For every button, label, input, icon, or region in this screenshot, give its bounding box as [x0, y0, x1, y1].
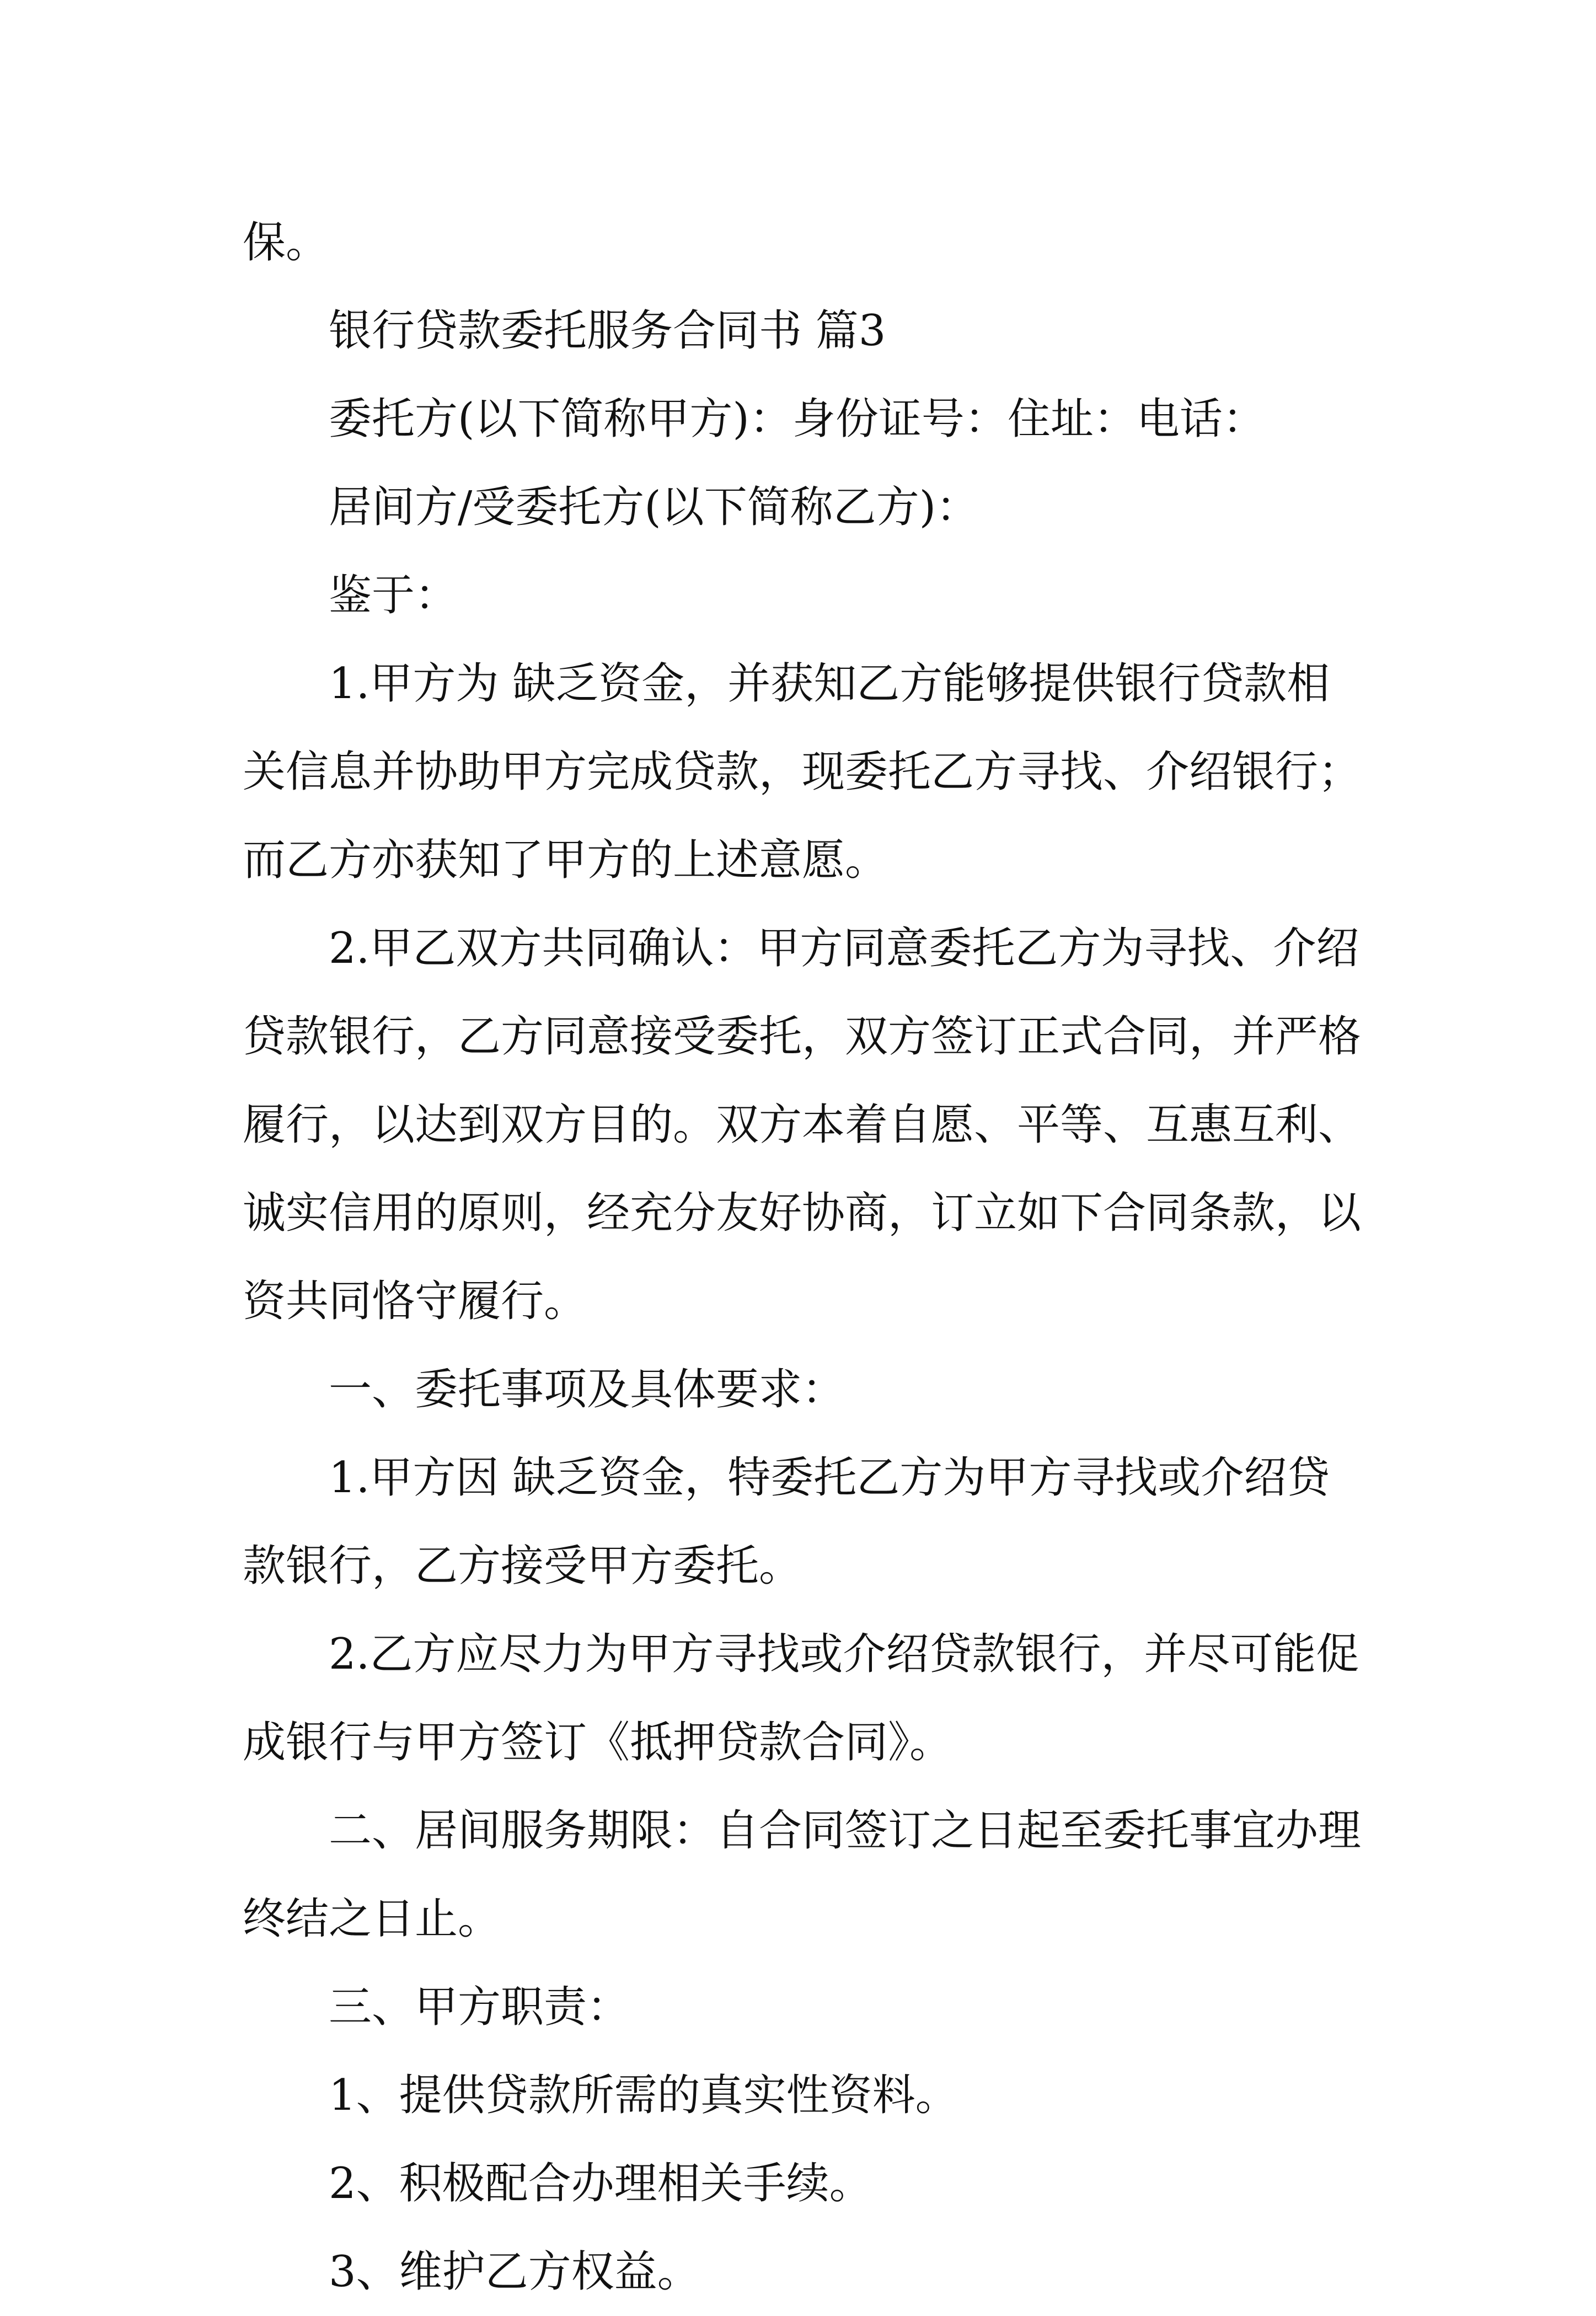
- whereas-heading: 鉴于：: [329, 571, 458, 620]
- text-line: 1.甲方为 缺乏资金，并获知乙方能够提供银行贷款相: [329, 659, 1330, 709]
- text-line: 而乙方亦获知了甲方的上述意愿。: [243, 835, 888, 885]
- party-a-line: 委托方(以下简称甲方)：身份证号：住址：电话：: [329, 394, 1266, 444]
- list-item: 3、维护乙方权益。: [329, 2247, 700, 2297]
- document-page: [243, 199, 1368, 2316]
- text-line: 款银行，乙方接受甲方委托。: [243, 1541, 802, 1591]
- text-line: 履行，以达到双方目的。双方本着自愿、平等、互惠互利、: [243, 1100, 1362, 1150]
- text-line: 2.甲乙双方共同确认：甲方同意委托乙方为寻找、介绍: [329, 924, 1359, 973]
- clause-heading: 三、甲方职责：: [329, 1982, 630, 2032]
- list-item: 2、积极配合办理相关手续。: [329, 2159, 872, 2208]
- party-b-line: 居间方/受委托方(以下简称乙方)：: [329, 482, 979, 532]
- text-line: 成银行与甲方签订《抵押贷款合同》。: [243, 1718, 953, 1767]
- section-title: 银行贷款委托服务合同书 篇3: [329, 306, 886, 356]
- text-line: 2.乙方应尽力为甲方寻找或介绍贷款银行，并尽可能促: [329, 1629, 1359, 1679]
- text-line: 诚实信用的原则，经充分友好协商，订立如下合同条款，以: [243, 1188, 1362, 1238]
- text-line: 终结之日止。: [243, 1894, 501, 1944]
- text-line: 1.甲方因 缺乏资金，特委托乙方为甲方寻找或介绍贷: [329, 1453, 1330, 1503]
- text-line: 关信息并协助甲方完成贷款，现委托乙方寻找、介绍银行；: [243, 747, 1362, 797]
- list-item: 1、提供贷款所需的真实性资料。: [329, 2071, 958, 2120]
- text-line: 贷款银行，乙方同意接受委托，双方签订正式合同，并严格: [243, 1012, 1362, 1062]
- clause-heading: 一、委托事项及具体要求：: [329, 1365, 845, 1414]
- text-line: 资共同恪守履行。: [243, 1277, 587, 1326]
- text-line: 保。: [243, 218, 329, 267]
- clause-heading: 二、居间服务期限：自合同签订之日起至委托事宜办理: [329, 1806, 1362, 1856]
